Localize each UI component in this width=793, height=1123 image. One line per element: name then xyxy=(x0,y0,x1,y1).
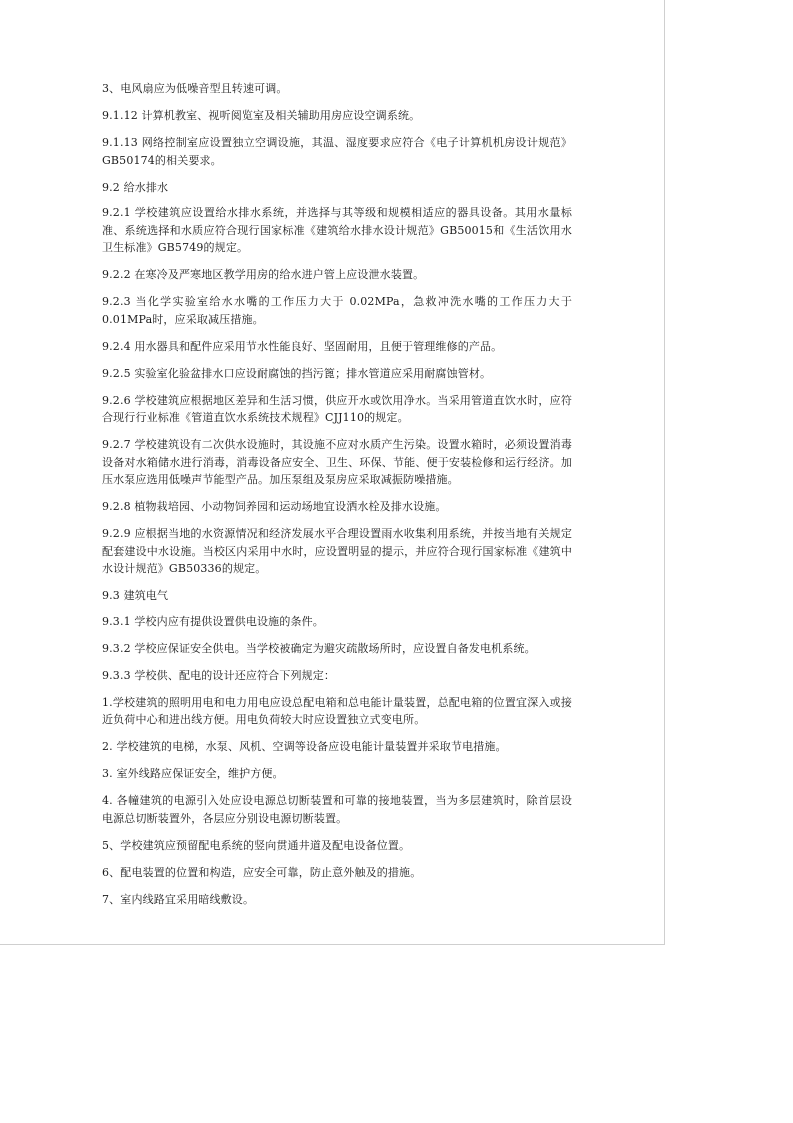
section-heading-9-3: 9.3 建筑电气 xyxy=(102,589,169,602)
clause-9-2-7: 9.2.7 学校建筑设有二次供水设施时，其设施不应对水质产生污染。设置水箱时，必须设置消毒设备对水箱储水进行消毒，消毒设备应安全、卫生、环保、节能、便于安装检修和运行经济。加压水泵应选用低噪声节能型产品。加压泵组及泵房应采取减振防噪措施。 xyxy=(102,438,572,486)
clause-9-3-1: 9.3.1 学校内应有提供设置供电设施的条件。 xyxy=(102,614,324,628)
list-item-5: 5、学校建筑应预留配电系统的竖向贯通井道及配电设备位置。 xyxy=(102,838,411,852)
clause-9-2-9: 9.2.9 应根据当地的水资源情况和经济发展水平合理设置雨水收集利用系统，并按当地有关规定配套建设中水设施。当校区内采用中水时，应设置明显的提示，并应符合现行国家标准《建筑中水设计规范》GB50336的规定。 xyxy=(102,527,572,575)
clause-9-2-8: 9.2.8 植物栽培园、小动物饲养园和运动场地宜设洒水栓及排水设施。 xyxy=(102,500,447,513)
page-content xyxy=(102,80,572,918)
clause-9-3-3: 9.3.3 学校供、配电的设计还应符合下列规定： xyxy=(102,668,336,682)
paragraph-fan-requirement: 3、电风扇应为低噪音型且转速可调。 xyxy=(102,82,288,95)
list-item-7: 7、室内线路宜采用暗线敷设。 xyxy=(102,892,255,906)
list-item-2: 2. 学校建筑的电梯，水泵、风机、空调等设备应设电能计量装置并采取节电措施。 xyxy=(102,740,507,753)
clause-9-2-3: 9.2.3 当化学实验室给水水嘴的工作压力大于 0.02MPa，急救冲洗水嘴的工作压力大于0.01MPa时，应采取减压措施。 xyxy=(102,295,572,326)
section-heading-9-2: 9.2 给水排水 xyxy=(102,180,169,194)
list-item-1: 1.学校建筑的照明用电和电力用电应设总配电箱和总电能计量装置，总配电箱的位置宜深入或接近负荷中心和进出线方便。用电负荷较大时应设置独立式变电所。 xyxy=(102,695,572,726)
clause-9-2-6: 9.2.6 学校建筑应根据地区差异和生活习惯，供应开水或饮用净水。当采用管道直饮水时，应符合现行行业标准《管道直饮水系统技术规程》CJJ110的规定。 xyxy=(102,393,572,424)
clause-9-2-5: 9.2.5 实验室化验盆排水口应设耐腐蚀的挡污篦；排水管道应采用耐腐蚀管材。 xyxy=(102,366,492,380)
clause-9-2-2: 9.2.2 在寒冷及严寒地区教学用房的给水进户管上应设泄水装置。 xyxy=(102,268,425,281)
list-item-4: 4. 各幢建筑的电源引入处应设电源总切断装置和可靠的接地装置，当为多层建筑时，除首层设电源总切断装置外，各层应分别设电源切断装置。 xyxy=(102,794,572,825)
list-item-6: 6、配电装置的位置和构造，应安全可靠，防止意外触及的措施。 xyxy=(102,865,422,879)
list-item-3: 3. 室外线路应保证安全，维护方便。 xyxy=(102,767,284,780)
clause-9-2-1: 9.2.1 学校建筑应设置给水排水系统，并选择与其等级和规模相适应的器具设备。其用水量标准、系统选择和水质应符合现行国家标准《建筑给水排水设计规范》GB50015和《生活饮用水卫生标准》GB5749的规定。 xyxy=(102,206,572,254)
clause-9-3-2: 9.3.2 学校应保证安全供电。当学校被确定为避灾疏散场所时，应设置自备发电机系统。 xyxy=(102,641,536,655)
clause-9-1-12: 9.1.12 计算机教室、视听阅览室及相关辅助用房应设空调系统。 xyxy=(102,109,421,122)
clause-9-1-13: 9.1.13 网络控制室应设置独立空调设施，其温、湿度要求应符合《电子计算机机房设计规范》GB50174的相关要求。 xyxy=(102,136,572,167)
clause-9-2-4: 9.2.4 用水器具和配件应采用节水性能良好、坚固耐用，且便于管理维修的产品。 xyxy=(102,339,503,353)
